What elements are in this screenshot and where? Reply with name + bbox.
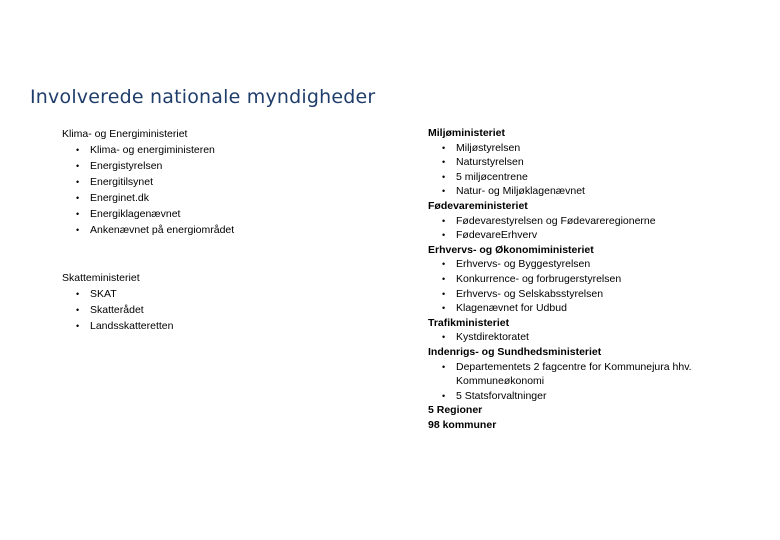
list-item: • Natur- og Miljøklagenævnet: [442, 185, 585, 198]
bullet-icon: •: [442, 171, 446, 182]
list-item: • FødevareErhverv: [442, 229, 538, 242]
ministry-group: [428, 316, 758, 345]
bullet-icon: •: [442, 303, 446, 314]
agency-list: [428, 214, 758, 243]
bullet-icon: •: [76, 177, 80, 187]
list-item: • Klagenævnet for Udbud: [442, 302, 567, 315]
ministry-heading: Indenrigs- og Sundhedsministeriet: [428, 345, 602, 358]
ministry-heading: Trafikministeriet: [428, 316, 510, 329]
list-item: • Ankenævnet på energiområdet: [76, 224, 235, 236]
list-item: • Miljøstyrelsen: [442, 141, 521, 154]
list-item: • Kystdirektoratet: [442, 331, 529, 344]
ministry-heading: Erhvervs- og Økonomiministeriet: [428, 243, 594, 256]
ministry-group: [62, 270, 362, 334]
regions-heading: 5 Regioner: [428, 404, 483, 417]
bullet-icon: •: [442, 157, 446, 168]
left-column: [62, 126, 362, 334]
agency-list: [62, 142, 362, 238]
bullet-icon: •: [442, 215, 446, 226]
bullet-icon: •: [442, 142, 446, 153]
bullet-icon: •: [442, 259, 446, 270]
list-item: • Skatterådet: [76, 304, 144, 316]
bullet-icon: •: [442, 332, 446, 343]
bullet-icon: •: [442, 390, 446, 401]
ministry-heading: Klima- og Energiministeriet: [62, 128, 188, 140]
agency-list: [428, 360, 758, 404]
bullet-icon: •: [76, 193, 80, 203]
ministry-group: [62, 126, 362, 238]
ministry-heading: Fødevareministeriet: [428, 199, 528, 212]
list-item: • Energinet.dk: [76, 192, 149, 204]
list-item: • Klima- og energiministeren: [76, 144, 215, 156]
list-item: • SKAT: [76, 288, 117, 300]
page-title: Involverede nationale myndigheder: [30, 86, 376, 108]
list-item: • Energitilsynet: [76, 176, 154, 188]
ministry-heading: Miljøministeriet: [428, 127, 506, 139]
agency-list: [428, 330, 758, 345]
list-item: • Erhvervs- og Selskabsstyrelsen: [442, 287, 604, 300]
list-item: • Landsskatteretten: [76, 320, 174, 332]
bullet-icon: •: [442, 186, 446, 197]
bullet-icon: •: [76, 145, 80, 155]
municipalities-heading: 98 kommuner: [428, 418, 497, 431]
bullet-icon: •: [76, 289, 80, 299]
bullet-icon: •: [76, 161, 80, 171]
agency-list: [428, 141, 758, 199]
bullet-icon: •: [442, 361, 446, 372]
list-item: • Fødevarestyrelsen og Fødevareregionerne: [442, 214, 656, 227]
ministry-group: [428, 126, 758, 199]
bullet-icon: •: [442, 230, 446, 241]
list-item: • Konkurrence- og forbrugerstyrelsen: [442, 272, 622, 285]
bullet-icon: •: [76, 321, 80, 331]
bullet-icon: •: [76, 305, 80, 315]
bullet-icon: •: [442, 273, 446, 284]
ministry-heading: Skatteministeriet: [62, 272, 140, 284]
list-item: • 5 miljøcentrene: [442, 170, 528, 183]
list-item: • Naturstyrelsen: [442, 156, 524, 169]
list-item: • 5 Statsforvaltninger: [442, 389, 547, 402]
list-item: • Energistyrelsen: [76, 160, 163, 172]
ministry-group: [428, 243, 758, 316]
ministry-group: [428, 345, 758, 403]
bullet-icon: •: [442, 288, 446, 299]
agency-list: [62, 286, 362, 334]
bullet-icon: •: [76, 209, 80, 219]
list-item: • Erhvervs- og Byggestyrelsen: [442, 258, 591, 271]
ministry-group: [428, 199, 758, 243]
list-item: • Departementets 2 fagcentre for Kommunejura hhv. Kommuneøkonomi: [442, 360, 692, 388]
bullet-icon: •: [76, 225, 80, 235]
agency-list: [428, 257, 758, 315]
right-column: [428, 126, 758, 432]
list-item: • Energiklagenævnet: [76, 208, 181, 220]
